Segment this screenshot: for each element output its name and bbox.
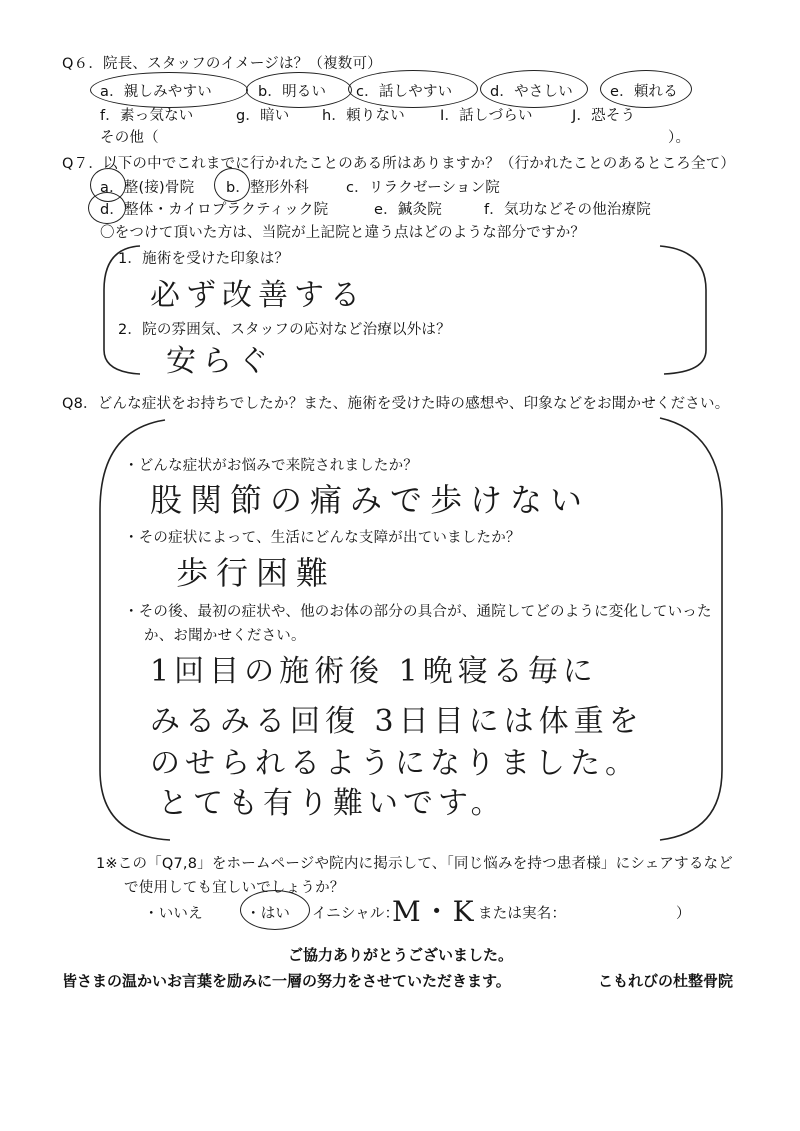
q7-option-c: c．リラクゼーション院 [346,180,501,196]
consent-line2: で使用しても宜しいでしょうか？ [124,880,345,896]
q7-option-b: b．整形外科 [226,180,309,196]
q6-option-g: g．暗い [236,108,290,124]
q6-option-b: b．明るい [258,84,327,100]
consent-no: ・いいえ [144,906,203,922]
q7-option-a: a．整(接)骨院 [100,180,195,196]
q8-sub3-label-line2: か、お聞かせください。 [144,628,306,644]
q6-other-label: その他（ [100,130,159,146]
q8-sub1-label: ・どんな症状がお悩みで来院されましたか？ [124,458,418,474]
q6-option-a: a．親しみやすい [100,84,212,100]
q7-instruction: 〇をつけて頂いた方は、当院が上記院と違う点はどのような部分ですか？ [100,225,586,241]
clinic-name: こもれびの杜整骨院 [598,972,734,990]
q8-title: Q8．どんな症状をお持ちでしたか？また、施術を受けた時の感想や、印象などをお聞かせください。 [62,396,730,412]
q6-option-d: d．やさしい [490,84,573,100]
q7-option-f: f．気功などその他治療院 [484,202,652,218]
initial-label: イニシャル： [312,906,400,922]
q7-option-d: d．整体・カイロプラクティック院 [100,202,329,218]
circle-mark-yes [240,890,310,930]
q7-title: Q７．以下の中でこれまでに行かれたことのある所はありますか？（行かれたことのあるところ全て） [62,156,736,172]
q6-option-c: c．話しやすい [356,84,453,100]
q8-sub3-answer-line1: 1回目の施術後 1晩寝る毎に [150,654,598,689]
q8-sub3-answer-line3: のせられるようになりました。 [150,746,640,781]
thanks-text: ご協力ありがとうございました。 [288,946,514,964]
q6-option-e: e．頼れる [610,84,678,100]
q8-sub2-label: ・その症状によって、生活にどんな支障が出ていましたか？ [124,530,521,546]
consent-yes: ・はい [246,906,291,922]
q8-sub1-answer: 股関節の痛みで歩けない [150,481,591,519]
q6-title: Q６．院長、スタッフのイメージは？（複数可） [62,56,382,72]
consent-close: ） [676,906,691,922]
q6-other-close: ）。 [668,130,691,146]
consent-line1: 1※この「Q7,8」をホームページや院内に掲示して、「同じ悩みを持つ患者様」にシェアするなど [96,856,733,872]
q7-sub2-label: 2．院の雰囲気、スタッフの応対など治療以外は？ [118,322,451,338]
q8-sub3-answer-line2: みるみる回復 3日目には体重を [150,704,644,739]
q6-option-f: f．素っ気ない [100,108,194,124]
q7-option-e: e．鍼灸院 [374,202,442,218]
q6-option-i: I．話しづらい [440,108,533,124]
realname-label: または実名： [478,906,567,922]
q6-option-h: h．頼りない [322,108,405,124]
q7-sub1-answer: 必ず改善する [150,278,366,313]
footer-message: 皆さまの温かいお言葉を励みに一層の努力をさせていただきます。 [62,972,511,990]
q8-sub3-label-line1: ・その後、最初の症状や、他のお体の部分の具合が、通院してどのように変化していった [124,604,712,620]
q7-sub1-label: 1．施術を受けた印象は？ [118,251,290,267]
q6-option-j: J．恐そう [572,108,636,124]
q8-sub2-answer: 歩行困難 [176,554,337,592]
initial-value: M・K [392,895,476,928]
q8-sub3-answer-line4: とても有り難いです。 [158,786,506,821]
q7-sub2-answer: 安らぐ [166,344,274,379]
